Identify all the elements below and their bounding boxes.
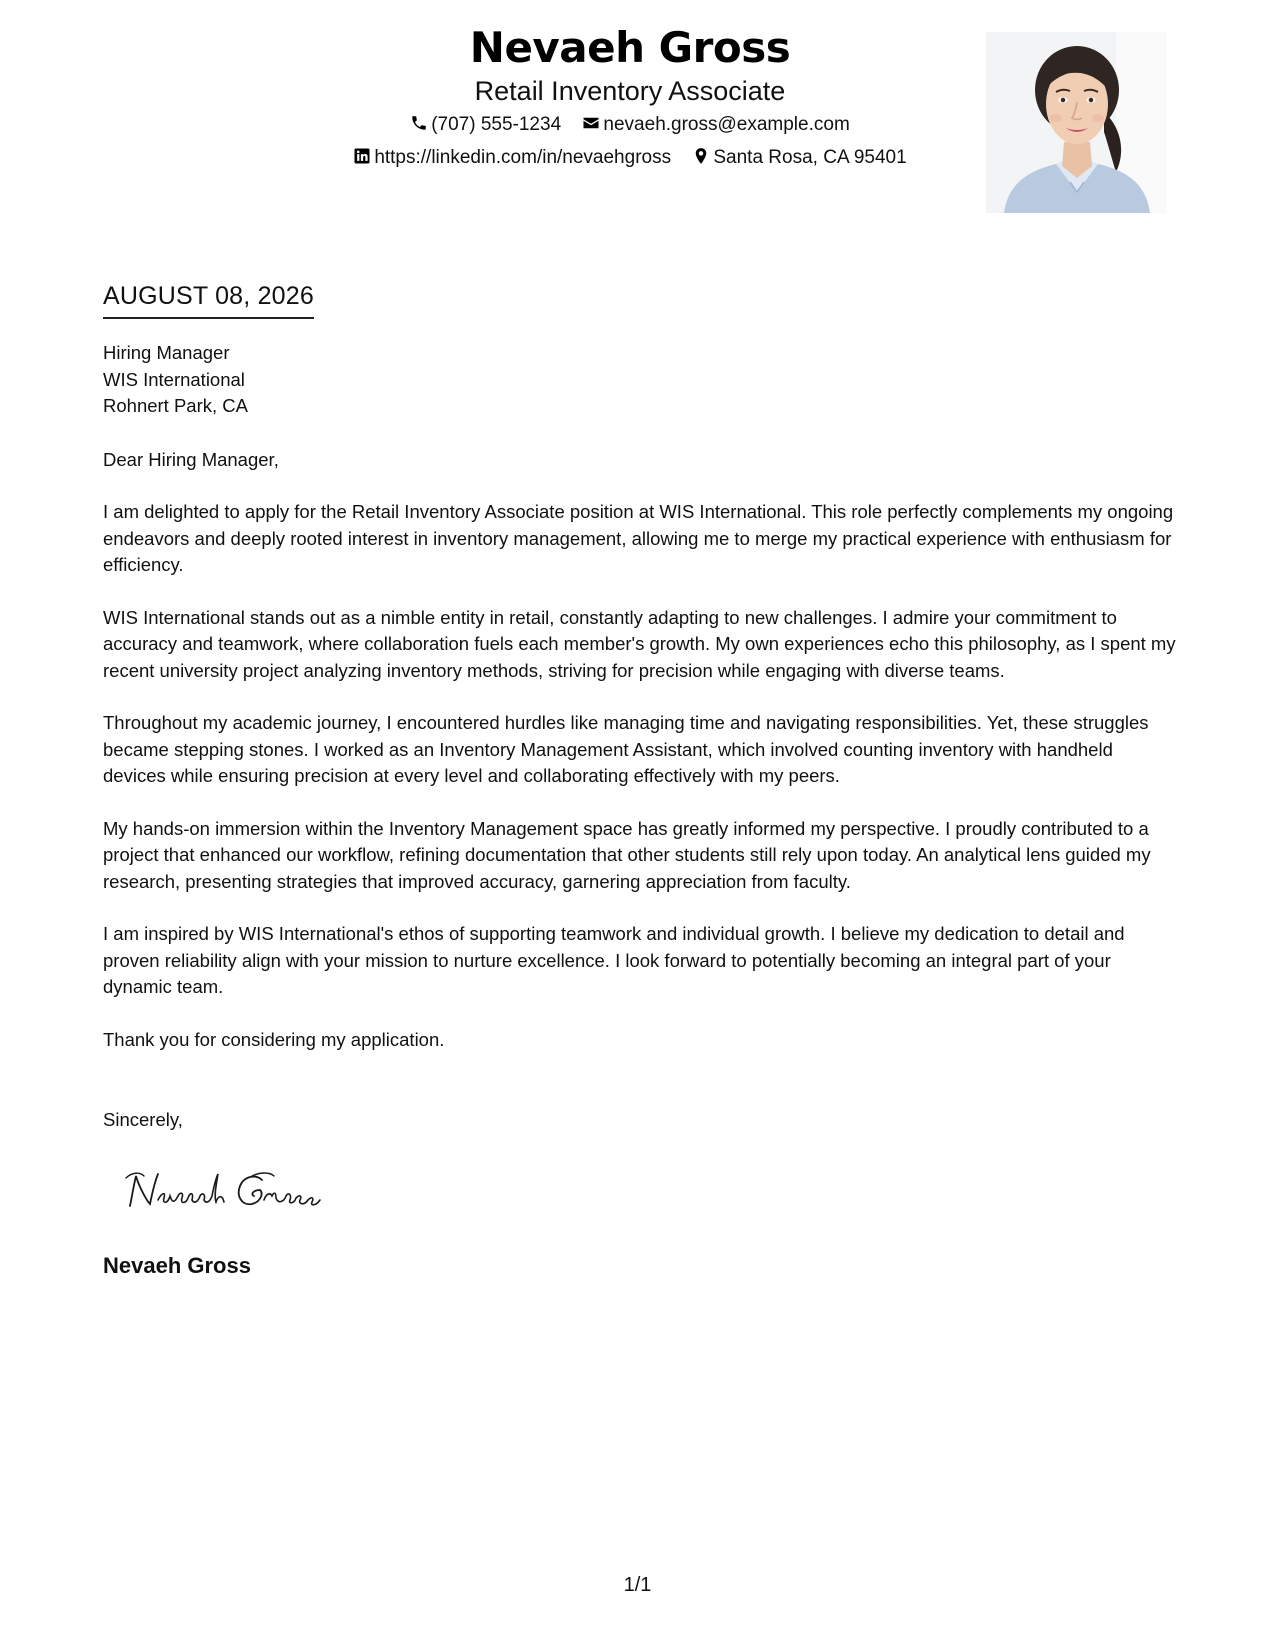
paragraph-1: I am delighted to apply for the Retail Inventory Associate position at WIS International. This role perfectly complements my ongoing endeavors and deeply rooted interest in inventory management, allowing me to merge my practical experience with enthusiasm for efficiency. [103, 501, 1174, 575]
profile-photo [986, 32, 1167, 213]
recipient-block [103, 340, 1178, 420]
contact-location [692, 142, 906, 174]
email-text: nevaeh.gross@example.com [603, 114, 850, 135]
paragraph-3: Throughout my academic journey, I encountered hurdles like managing time and navigating responsibilities. Yet, these struggles became stepping stones. I worked as an Inventory Management Assistant, which involved counting inventory with handheld devices while ensuring precision at every level and collaborating effectively with my peers. [103, 712, 1149, 786]
greeting: Dear Hiring Manager, [103, 448, 279, 470]
page-number: 1/1 [623, 1574, 652, 1596]
handwritten-signature [124, 1166, 344, 1216]
linkedin-icon [353, 147, 371, 165]
applicant-title: Retail Inventory Associate [474, 76, 786, 106]
signer-name: Nevaeh Gross [103, 1253, 251, 1278]
paragraph-2: WIS International stands out as a nimble entity in retail, constantly adapting to new challenges. I admire your commitment to accuracy and teamwork, where collaboration fuels each member's growth. My own experiences echo this philosophy, as I spent my recent university project analyzing inventory methods, striving for precision while engaging with diverse teams. [103, 606, 1176, 681]
paragraph-5: I am inspired by WIS International's ethos of supporting teamwork and individual growth. I believe my dedication to detail and proven reliability align with your mission to nurture excellence. I look forward to potentially becoming an integral part of your dynamic team. [103, 923, 1125, 997]
envelope-icon [582, 114, 600, 132]
recipient-company: WIS International [103, 368, 245, 390]
portrait-illustration [986, 32, 1167, 213]
contact-phone [410, 109, 561, 141]
paragraph-4: My hands-on immersion within the Inventory Management space has greatly informed my perspective. I proudly contributed to a project that enhanced our workflow, refining documentation that other students still rely upon today. An analytical lens guided my research, presenting strategies that improved accuracy, garnering appreciation from faculty. [103, 817, 1151, 892]
contact-email[interactable] [582, 109, 849, 141]
phone-icon [410, 114, 428, 132]
recipient-title: Hiring Manager [103, 342, 230, 363]
phone-text: (707) 555-1234 [431, 114, 562, 135]
letter-body [103, 340, 1178, 1134]
map-pin-icon [692, 147, 710, 165]
linkedin-text: https://linkedin.com/in/nevaehgross [374, 147, 672, 168]
contact-linkedin[interactable] [353, 142, 671, 174]
signoff: Sincerely, [103, 1109, 183, 1130]
letter-header [0, 0, 1275, 230]
recipient-location: Rohnert Park, CA [103, 395, 248, 416]
location-text: Santa Rosa, CA 95401 [713, 147, 907, 168]
applicant-name: Nevaeh Gross [469, 23, 791, 72]
closing-thanks: Thank you for considering my application. [103, 1028, 445, 1050]
letter-date: AUGUST 08, 2026 [103, 280, 314, 319]
